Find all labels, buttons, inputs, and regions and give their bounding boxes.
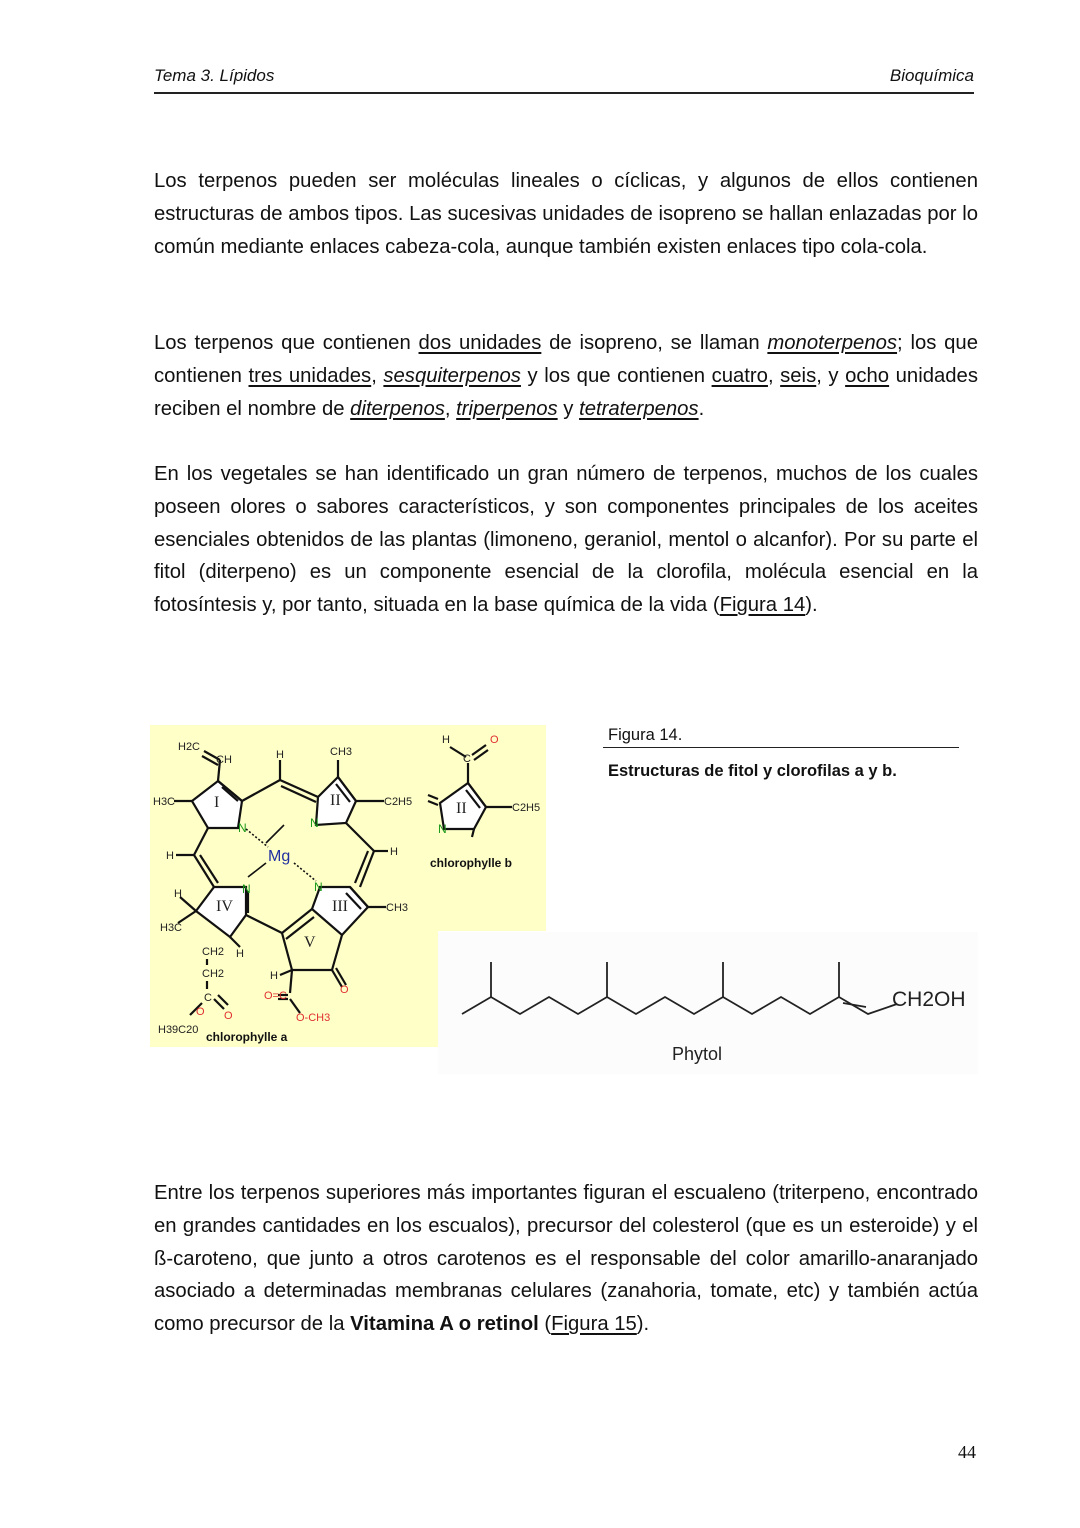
label-ch3-ring3: CH3 — [386, 902, 409, 914]
header-subject: Bioquímica — [889, 66, 974, 85]
label-h-ring5: H — [270, 970, 278, 982]
term-tres-unidades: tres unidades — [248, 364, 372, 387]
label-h-ring4b: H — [236, 948, 244, 960]
label-ch2oh: CH2OH — [892, 988, 966, 1011]
ring-label-3: III — [332, 898, 348, 915]
link-figura-14[interactable]: Figura 14 — [719, 594, 806, 617]
label-phytol: Phytol — [672, 1044, 723, 1064]
link-figura-15[interactable]: Figura 15 — [551, 1313, 637, 1336]
term-monoterpenos: monoterpenos — [767, 332, 898, 354]
label-o-ketone: O — [340, 984, 349, 996]
label-o-dbl: O — [224, 1010, 233, 1022]
header-chapter: Tema 3. Lípidos — [154, 66, 275, 85]
label-n2: N — [310, 816, 319, 830]
term-vitamina-a: Vitamina A o retinol — [350, 1313, 539, 1336]
label-ch3-ring2: CH3 — [330, 746, 353, 758]
label-oc-ring5: O=C — [264, 990, 287, 1002]
page-number: 44 — [958, 1442, 976, 1462]
label-c-ester: C — [204, 992, 212, 1004]
label-b-n: N — [438, 822, 447, 836]
label-h39c20: H39C20 — [158, 1024, 199, 1036]
label-b-c: C — [463, 753, 471, 765]
ring-label-5: V — [304, 934, 316, 951]
figure-caption — [603, 726, 959, 781]
label-h-top: H — [276, 749, 284, 761]
label-ch2-b: CH2 — [202, 968, 225, 980]
ring-label-2: II — [330, 792, 341, 809]
label-h3c-ring1: H3C — [153, 796, 176, 808]
label-h-ring4: H — [174, 888, 182, 900]
paragraph-vegetal-terpenes: En los vegetales se han identificado un gran número de terpenos, muchos de los cuales poseen olores o sabores característicos, y son componentes principales de los aceites esenciales obtenidos de las plantas (limoneno, geraniol, mentol o alcanfor). Por su parte el fitol (diterpeno) es un componente esencial de la clorofila, molécula esencial en la fotosíntesis y, por tanto, situada en la base química de la vida (Figura 14). — [154, 463, 978, 617]
label-n3: N — [314, 880, 323, 894]
label-chlorophylle-b: chlorophylle b — [430, 856, 513, 870]
term-ocho: ocho — [845, 364, 890, 387]
term-diterpenos: diterpenos — [350, 397, 445, 420]
term-dos-unidades: dos unidades — [418, 332, 542, 354]
label-mg: Mg — [268, 848, 291, 865]
ring-label-1: I — [214, 794, 220, 811]
label-b-h: H — [442, 734, 450, 746]
label-h3c-ring4: H3C — [160, 922, 183, 934]
term-sesquiterpenos: sesquiterpenos — [383, 364, 521, 387]
paragraph-higher-terpenes: Entre los terpenos superiores más importantes figuran el escualeno (triterpeno, encontrado en grandes cantidades en los escualos), precursor del colesterol (que es un esteroide) y el ß-caroteno, que junto a otros carotenos es el responsable del color amarillo-anaranjado asociado a determinadas membranas celulares (zanahoria, tomate, etc) y también actúa como precursor de la Vitamina A o retinol (Figura 15). — [154, 1182, 978, 1336]
term-seis: seis — [780, 364, 817, 387]
label-n4: N — [242, 882, 251, 896]
label-ch: CH — [216, 754, 232, 766]
label-b-c2h5: C2H5 — [512, 802, 541, 814]
ring-label-b-2: II — [456, 800, 467, 817]
figure-number: Figura 14. — [603, 726, 959, 748]
ring-label-4: IV — [216, 898, 233, 915]
term-tetraterpenos: tetraterpenos — [579, 397, 699, 420]
label-o-ester: O — [196, 1006, 205, 1018]
label-c2h5-ring2: C2H5 — [384, 796, 413, 808]
figure-title: Estructuras de fitol y clorofilas a y b. — [608, 762, 897, 780]
label-h2c: H2C — [178, 741, 201, 753]
term-triperpenos: triperpenos — [456, 397, 558, 420]
label-ch2-a: CH2 — [202, 946, 225, 958]
label-n1: N — [238, 821, 247, 835]
label-b-o: O — [490, 734, 499, 746]
paragraph-terpene-classes: Los terpenos que contienen dos unidades de isopreno, se llaman monoterpenos; los que contienen tres unidades, sesquiterpenos y los que contienen cuatro, seis, y ocho unidades reciben el nombre de diterpenos, triperpenos y tetraterpenos. — [154, 332, 978, 420]
label-chlorophylle-a: chlorophylle a — [206, 1030, 288, 1044]
term-cuatro: cuatro — [711, 364, 768, 387]
paragraph-terpene-structure: Los terpenos pueden ser moléculas lineales o cíclicas, y algunos de ellos contienen estructuras de ambos tipos. Las sucesivas unidades de isopreno se hallan enlazadas por lo común mediante enlaces cabeza-cola, aunque también existen enlaces tipo cola-cola. — [154, 170, 978, 258]
phytol-structure-diagram — [438, 932, 978, 1074]
page-header — [154, 64, 974, 94]
label-h-right: H — [390, 846, 398, 858]
label-h-left: H — [166, 850, 174, 862]
label-och3: O-CH3 — [296, 1012, 331, 1024]
